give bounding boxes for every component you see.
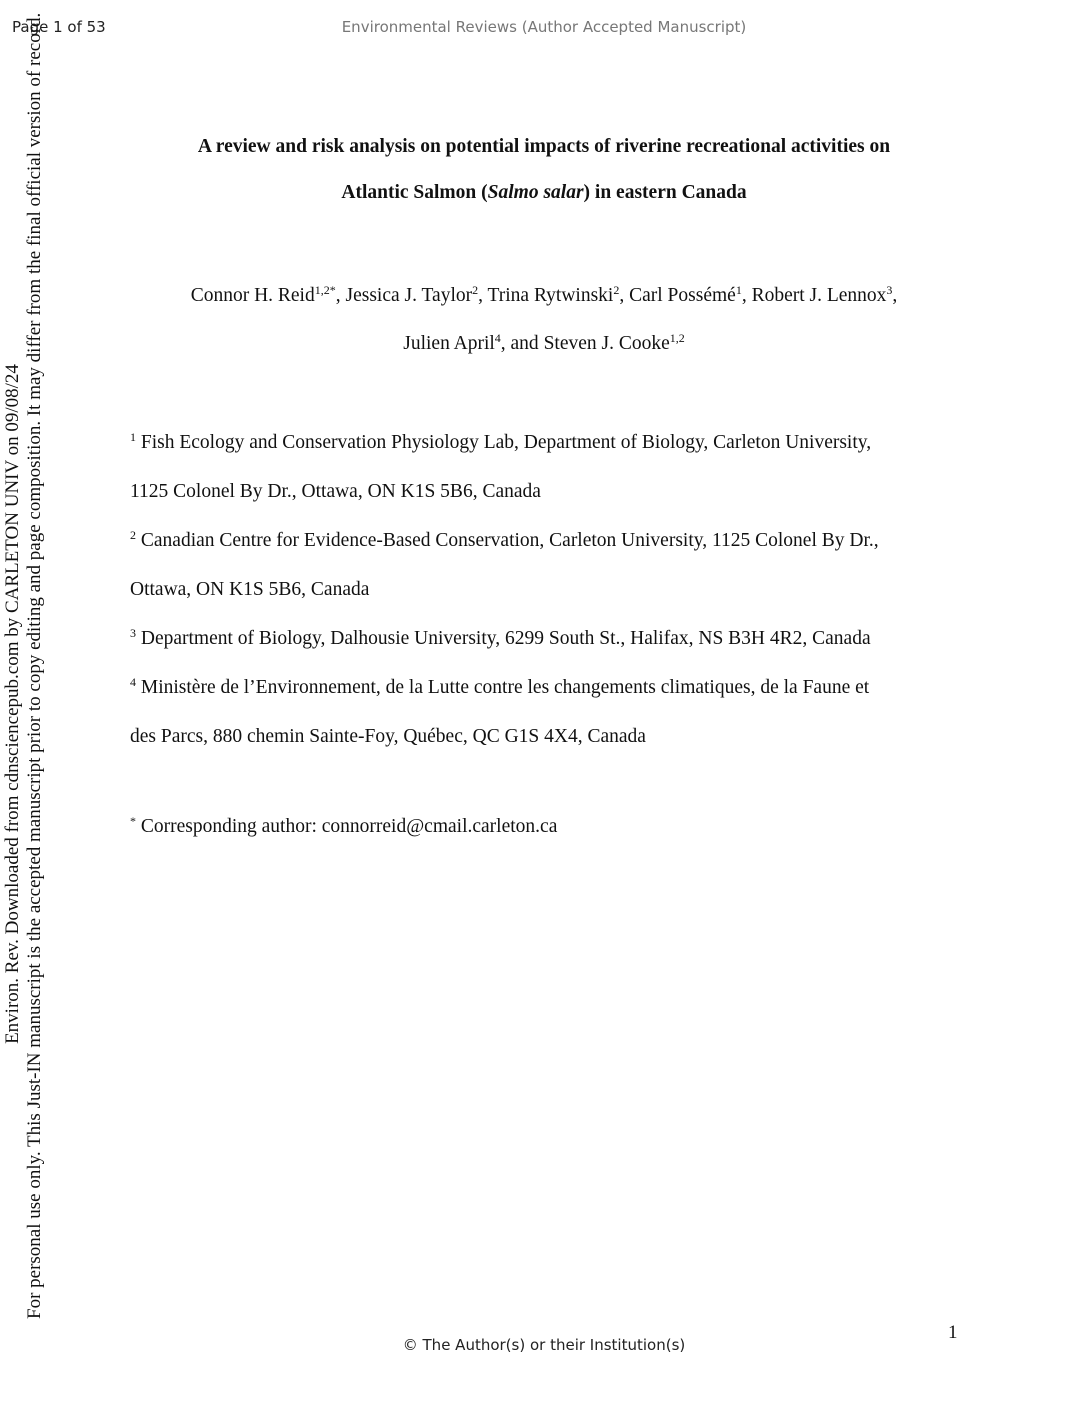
affiliation-list <box>130 418 970 761</box>
author-separator: , <box>478 285 488 306</box>
author-affiliation-mark: 1,2 <box>669 331 685 345</box>
title-line-2 <box>100 170 988 216</box>
author-name: Steven J. Cooke <box>543 333 670 354</box>
author-list <box>100 272 988 368</box>
author-separator: , <box>741 285 752 306</box>
author-affiliation-mark: 3 <box>886 283 893 297</box>
affiliation-1-cont: 1125 Colonel By Dr., Ottawa, ON K1S 5B6, Canada <box>130 481 541 502</box>
corresponding-marker: * <box>130 814 136 828</box>
affiliation-2 <box>130 516 970 565</box>
affiliation-3 <box>130 614 970 663</box>
affiliation-text: Department of Biology, Dalhousie University, 6299 South St., Halifax, NS B3H 4R2, Canada <box>136 628 871 649</box>
sidebar-line-1: Environ. Rev. Downloaded from cdnsciencepub.com by CARLETON UNIV on 09/08/24 <box>2 364 23 1044</box>
corresponding-text: Corresponding author: connorreid@cmail.carleton.ca <box>136 816 558 837</box>
corresponding-author <box>130 812 557 842</box>
download-notice-sidebar <box>0 0 48 1408</box>
author-separator: , <box>335 285 346 306</box>
affiliation-1 <box>130 418 970 467</box>
affiliation-4 <box>130 663 970 712</box>
species-name: Salmo salar <box>487 182 584 203</box>
affiliation-2-cont: Ottawa, ON K1S 5B6, Canada <box>130 579 370 600</box>
page-indicator: Page 1 of 53 <box>12 18 106 36</box>
affiliation-text: Ministère de l’Environnement, de la Lutte contre les changements climatiques, de la Faune et <box>136 677 870 698</box>
author-affiliation-mark: 4 <box>494 331 501 345</box>
affiliation-marker: 2 <box>130 528 136 542</box>
page-number: 1 <box>948 1322 958 1343</box>
author-line-2 <box>100 320 988 368</box>
affiliation-text: Fish Ecology and Conservation Physiology Lab, Department of Biology, Carleton University, <box>136 432 872 453</box>
author-name: Jessica J. Taylor <box>345 285 473 306</box>
author-separator: , and <box>500 333 544 354</box>
author-name: Connor H. Reid <box>190 285 315 306</box>
title-line-2-pre: Atlantic Salmon ( <box>341 182 488 203</box>
author-separator: , <box>892 285 898 306</box>
copyright-footer: © The Author(s) or their Institution(s) <box>402 1336 686 1354</box>
affiliation-marker: 1 <box>130 430 136 444</box>
affiliation-marker: 4 <box>130 675 136 689</box>
author-affiliation-mark: 1 <box>735 283 742 297</box>
sidebar-line-2: For personal use only. This Just-IN manuscript is the accepted manuscript prior to copy editing and page composition. It may differ from the final official version of record. <box>24 12 45 1319</box>
author-separator: , <box>619 285 630 306</box>
author-name: Carl Possémé <box>629 285 736 306</box>
author-name: Robert J. Lennox <box>751 285 887 306</box>
title-line-2-post: ) in eastern Canada <box>583 182 747 203</box>
affiliation-marker: 3 <box>130 626 136 640</box>
author-affiliation-mark: 2 <box>613 283 620 297</box>
journal-header: Environmental Reviews (Author Accepted Manuscript) <box>341 18 747 36</box>
affiliation-4-cont: des Parcs, 880 chemin Sainte-Foy, Québec, QC G1S 4X4, Canada <box>130 726 646 747</box>
author-affiliation-mark: 2 <box>472 283 479 297</box>
author-name: Julien April <box>403 333 495 354</box>
paper-title <box>100 124 988 216</box>
title-line-1: A review and risk analysis on potential impacts of riverine recreational activities on <box>197 136 891 157</box>
author-name: Trina Rytwinski <box>487 285 614 306</box>
affiliation-text: Canadian Centre for Evidence-Based Conservation, Carleton University, 1125 Colonel By Dr., <box>136 530 879 551</box>
author-line-1 <box>100 272 988 320</box>
author-affiliation-mark: 1,2* <box>314 283 336 297</box>
